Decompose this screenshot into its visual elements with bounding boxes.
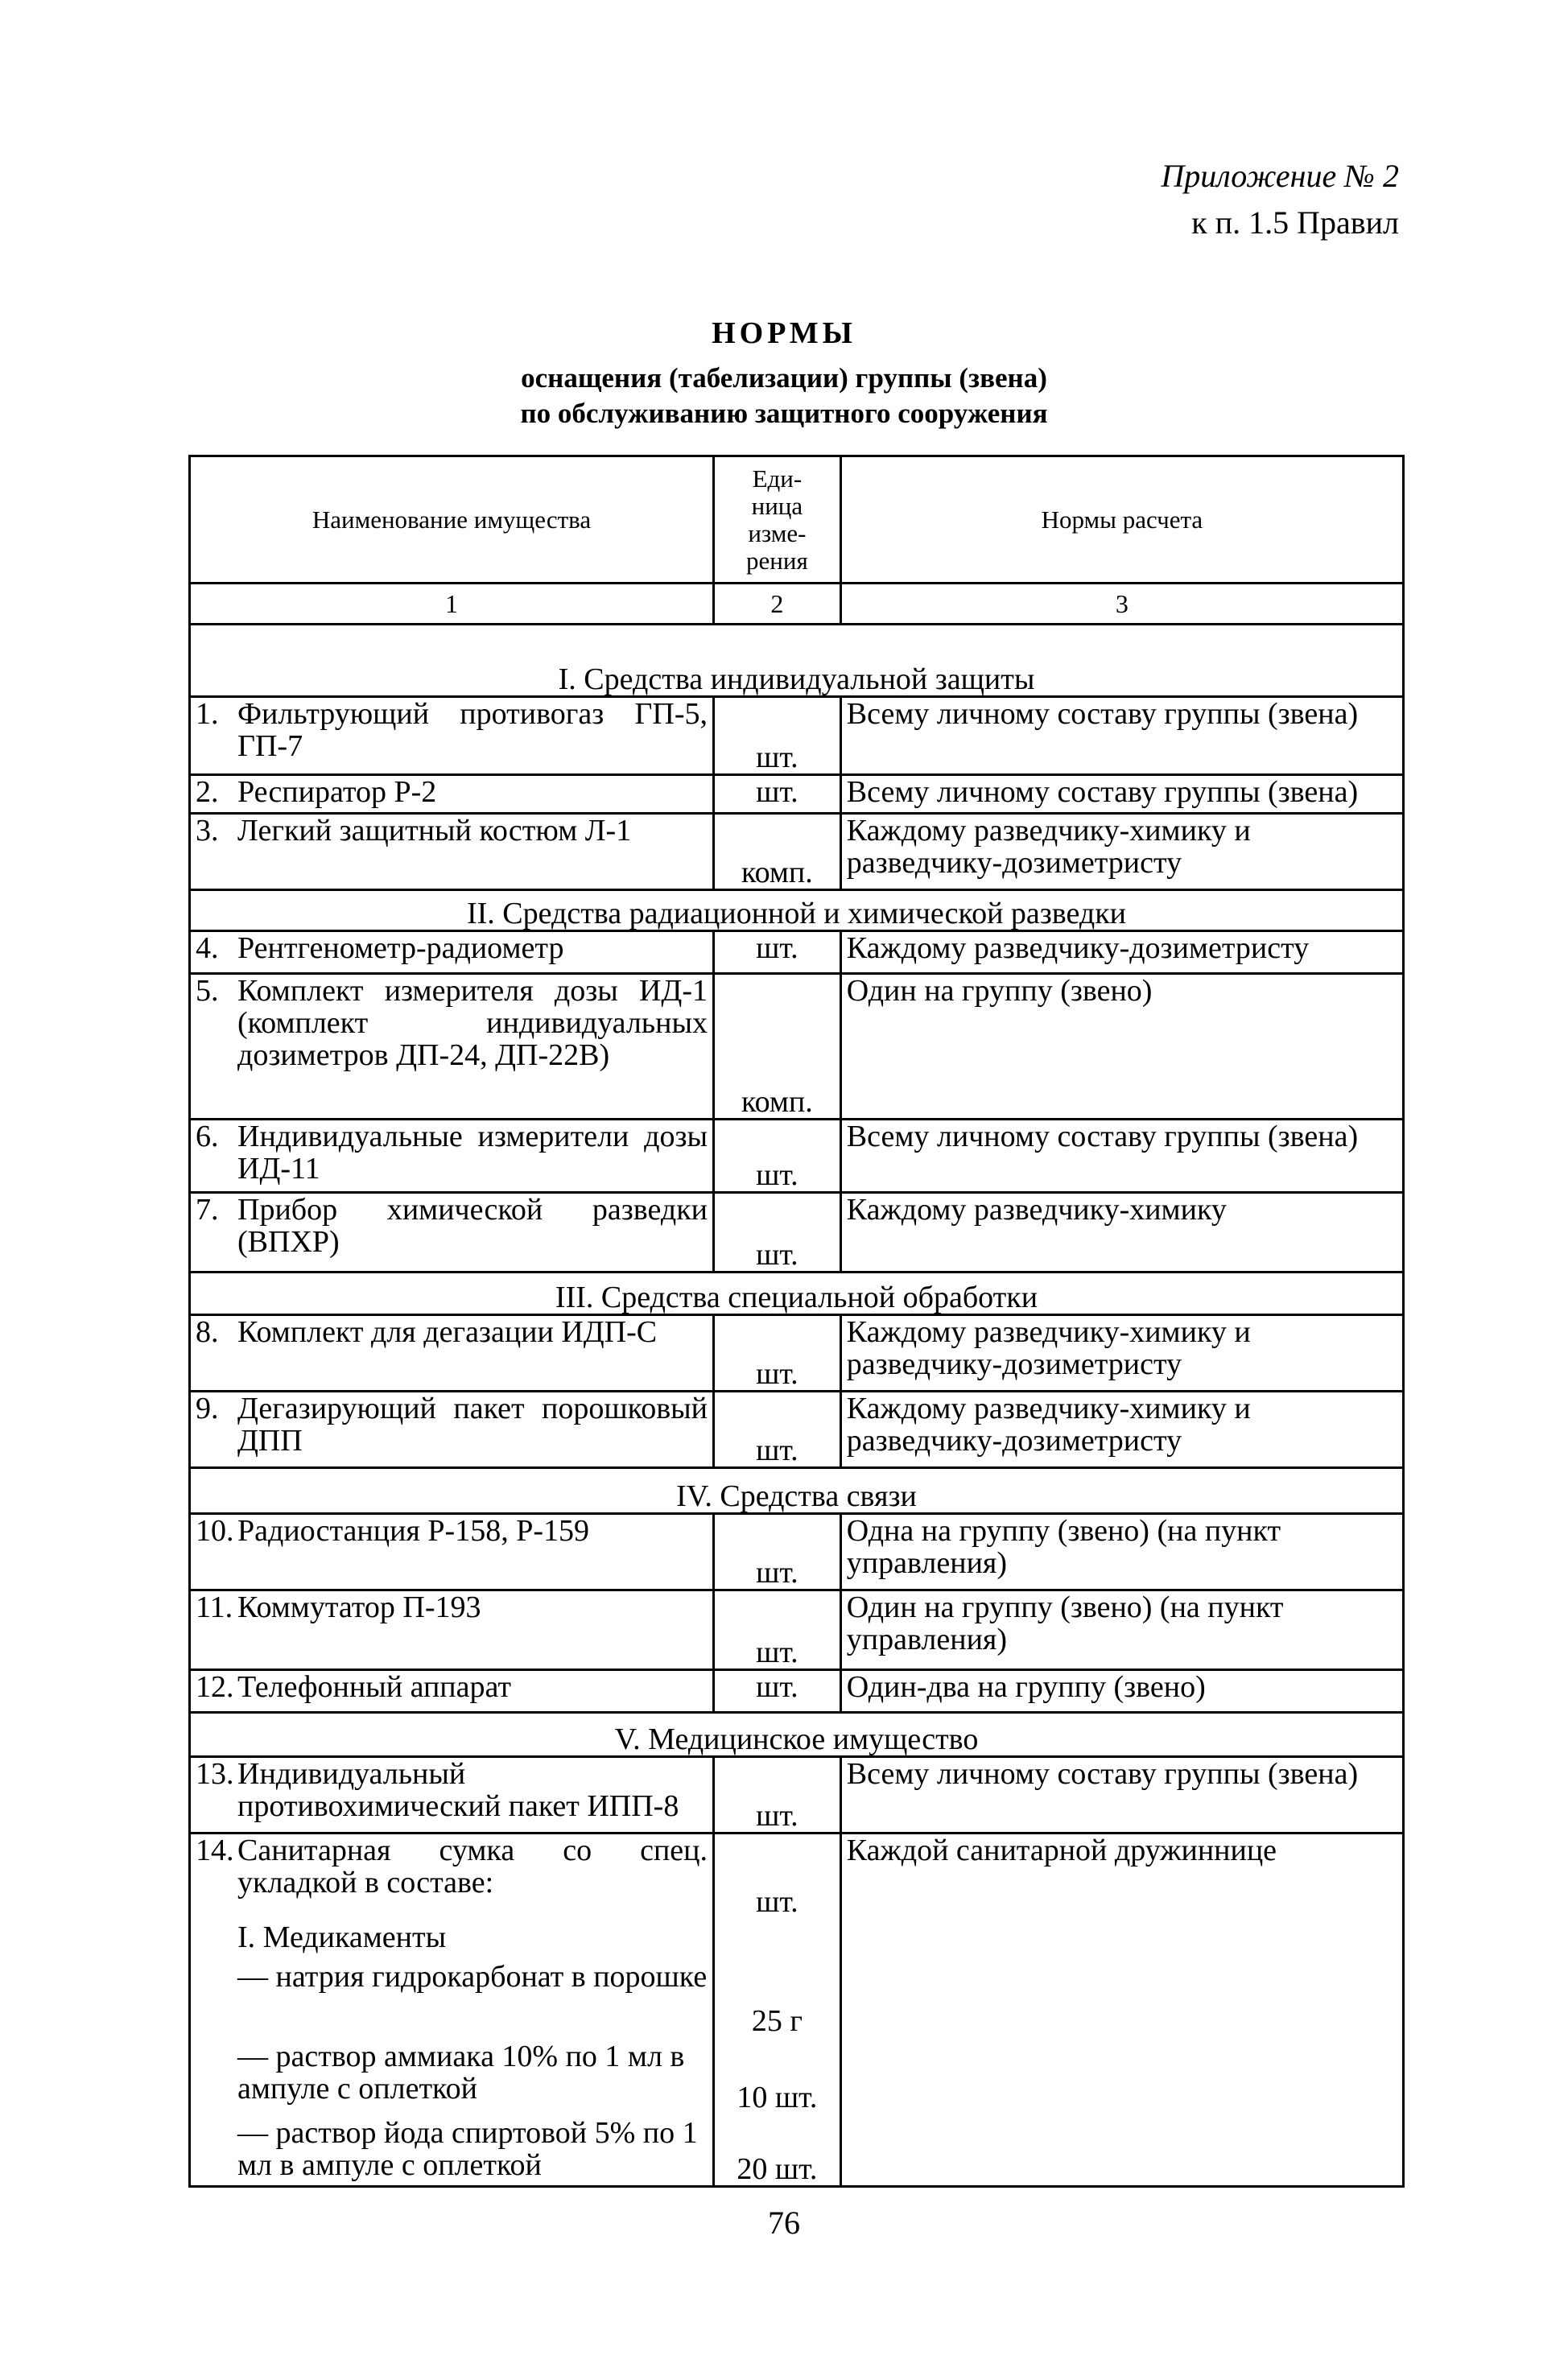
table-row	[190, 1392, 1404, 1468]
item-name-text: Радиостанция Р-158, Р-159	[237, 1514, 589, 1548]
item-number: 8.	[196, 1315, 219, 1349]
item-name-cell	[190, 775, 714, 814]
item-unit: шт.	[714, 1757, 841, 1834]
section-title: IV. Средства связи	[190, 1468, 1404, 1514]
item-norm: Каждому разведчику-дозиметристу	[840, 931, 1403, 974]
item-name	[196, 1758, 708, 1822]
header-unit: Еди- ница изме- рения	[714, 456, 841, 584]
item-name	[196, 1834, 708, 1899]
item-number: 2.	[196, 775, 219, 809]
subitem-name: I. Медикаменты	[237, 1920, 447, 1954]
item-norm: Каждой санитарной дружиннице	[840, 1834, 1403, 2187]
column-number: 3	[840, 584, 1403, 625]
item-unit: шт.	[714, 931, 841, 974]
item-number: 5.	[196, 974, 219, 1008]
column-number: 2	[714, 584, 841, 625]
item-name-text: Санитарная сумка со спец. укладкой в составе:	[237, 1834, 708, 1900]
item-norm: Каждому разведчику-химику и разведчику-дозиметристу	[840, 814, 1403, 890]
item-norm: Один на группу (звено) (на пункт управления)	[840, 1590, 1403, 1670]
section-row	[190, 625, 1404, 697]
item-name-text: Рентгенометр-радиометр	[237, 931, 564, 965]
header-norm: Нормы расчета	[840, 456, 1403, 584]
column-number-row	[190, 584, 1404, 625]
item-norm: Одна на группу (звено) (на пункт управления)	[840, 1514, 1403, 1590]
item-name-text: Фильтрующий противогаз ГП-5, ГП-7	[237, 697, 708, 763]
document-subtitle	[0, 361, 1568, 431]
item-number: 10.	[196, 1514, 234, 1548]
item-name-text: Респиратор Р-2	[237, 775, 437, 809]
column-number: 1	[190, 584, 714, 625]
item-name-cell	[190, 1670, 714, 1713]
norms-table	[188, 455, 1405, 2188]
item-unit: шт.	[714, 1315, 841, 1392]
item-number: 1.	[196, 697, 219, 731]
item-unit: шт.	[714, 697, 841, 775]
item-unit: комп.	[714, 814, 841, 890]
item-unit: шт.	[714, 1834, 841, 1918]
subitem-unit: 20 шт.	[714, 2114, 841, 2187]
item-name	[196, 1515, 708, 1547]
item-number: 7.	[196, 1193, 219, 1227]
appendix-number: Приложение № 2	[1161, 158, 1399, 194]
subitem-unit: 25 г	[714, 1957, 841, 2037]
item-name-cell	[190, 1590, 714, 1670]
section-title: V. Медицинское имущество	[190, 1713, 1404, 1757]
item-name	[196, 1591, 708, 1623]
item-name-cell	[190, 931, 714, 974]
item-number: 6.	[196, 1120, 219, 1153]
item-name-text: Коммутатор П-193	[237, 1590, 481, 1624]
item-name-text: Комплект для дегазации ИДП-С	[237, 1315, 658, 1349]
subitem-name-cell	[190, 2037, 714, 2114]
item-number: 11.	[196, 1590, 233, 1624]
table-header-row	[190, 456, 1404, 584]
item-number: 3.	[196, 814, 219, 848]
item-number: 13.	[196, 1757, 234, 1791]
item-unit: комп.	[714, 974, 841, 1120]
item-name	[196, 1194, 708, 1258]
subitem-name-cell	[190, 1918, 714, 1957]
table-row	[190, 1514, 1404, 1590]
table-row	[190, 1120, 1404, 1193]
table-row	[190, 775, 1404, 814]
subitem-name-cell	[190, 2114, 714, 2187]
item-name	[196, 1392, 708, 1457]
item-number: 12.	[196, 1670, 234, 1704]
item-name-cell	[190, 814, 714, 890]
table-row	[190, 1315, 1404, 1392]
item-name-text: Индивидуальный противохимический пакет ИПП-8	[237, 1757, 679, 1823]
item-name-cell	[190, 1193, 714, 1273]
item-unit: шт.	[714, 1590, 841, 1670]
item-norm: Каждому разведчику-химику и разведчику-дозиметристу	[840, 1315, 1403, 1392]
item-name-cell	[190, 1514, 714, 1590]
item-name	[196, 815, 708, 847]
table-row	[190, 1834, 1404, 1918]
subtitle-line-1: оснащения (табелизации) группы (звена)	[521, 362, 1047, 394]
item-norm: Один-два на группу (звено)	[840, 1670, 1403, 1713]
item-name-cell	[190, 1315, 714, 1392]
item-name-text: Прибор химической разведки (ВПХР)	[237, 1193, 708, 1259]
table-row	[190, 814, 1404, 890]
section-row	[190, 890, 1404, 931]
item-name-text: Индивидуальные измерители дозы ИД-11	[237, 1120, 708, 1186]
section-title: III. Средства специальной обработки	[190, 1273, 1404, 1315]
section-row	[190, 1273, 1404, 1315]
subitem-unit	[714, 1918, 841, 1957]
item-name-cell	[190, 697, 714, 775]
table-row	[190, 1193, 1404, 1273]
item-unit: шт.	[714, 1392, 841, 1468]
item-name	[196, 1316, 708, 1348]
subitem-name-cell	[190, 1957, 714, 2037]
item-norm: Всему личному составу группы (звена)	[840, 1120, 1403, 1193]
subtitle-line-2: по обслуживанию защитного сооружения	[520, 398, 1048, 429]
table-row	[190, 1590, 1404, 1670]
item-number: 14.	[196, 1834, 234, 1867]
subitem-name: — раствор йода спиртовой 5% по 1 мл в ампуле с оплеткой	[237, 2115, 698, 2182]
item-unit: шт.	[714, 1670, 841, 1713]
document-title: НОРМЫ	[712, 316, 856, 350]
item-name-cell	[190, 1120, 714, 1193]
item-name-text: Дегазирующий пакет порошковый ДПП	[237, 1392, 708, 1458]
item-unit: шт.	[714, 1514, 841, 1590]
item-name	[196, 975, 708, 1071]
item-name	[196, 932, 708, 964]
table-row	[190, 1757, 1404, 1834]
table-row	[190, 697, 1404, 775]
table-row	[190, 1670, 1404, 1713]
subitem-name: — раствор аммиака 10% по 1 мл в ампуле с оплеткой	[237, 2039, 685, 2106]
item-name-cell	[190, 1757, 714, 1834]
appendix-rule-ref: к п. 1.5 Правил	[1191, 204, 1399, 241]
table-row	[190, 974, 1404, 1120]
subitem-name: — натрия гидрокарбонат в порошке	[237, 1959, 708, 1994]
item-unit: шт.	[714, 775, 841, 814]
item-name-text: Комплект измерителя дозы ИД-1 (комплект индивидуальных дозиметров ДП-24, ДП-22В)	[237, 974, 708, 1072]
item-norm: Всему личному составу группы (звена)	[840, 697, 1403, 775]
section-row	[190, 1713, 1404, 1757]
item-norm: Всему личному составу группы (звена)	[840, 1757, 1403, 1834]
item-norm: Один на группу (звено)	[840, 974, 1403, 1120]
item-number: 4.	[196, 931, 219, 965]
item-name	[196, 1671, 708, 1703]
page-number: 76	[768, 2205, 800, 2241]
section-title: II. Средства радиационной и химической разведки	[190, 890, 1404, 931]
item-number: 9.	[196, 1392, 219, 1425]
item-name-cell	[190, 974, 714, 1120]
item-name	[196, 698, 708, 762]
appendix-reference	[1161, 153, 1399, 246]
item-name-cell	[190, 1392, 714, 1468]
item-unit: шт.	[714, 1120, 841, 1193]
item-name	[196, 1120, 708, 1185]
section-row	[190, 1468, 1404, 1514]
table-row	[190, 931, 1404, 974]
item-norm: Всему личному составу группы (звена)	[840, 775, 1403, 814]
section-title: I. Средства индивидуальной защиты	[190, 625, 1404, 697]
item-name-cell	[190, 1834, 714, 1918]
item-unit: шт.	[714, 1193, 841, 1273]
item-norm: Каждому разведчику-химику и разведчику-дозиметристу	[840, 1392, 1403, 1468]
header-name: Наименование имущества	[190, 456, 714, 584]
item-norm: Каждому разведчику-химику	[840, 1193, 1403, 1273]
item-name-text: Легкий защитный костюм Л-1	[237, 814, 632, 848]
subitem-unit: 10 шт.	[714, 2037, 841, 2114]
item-name	[196, 776, 708, 808]
item-name-text: Телефонный аппарат	[237, 1670, 511, 1704]
